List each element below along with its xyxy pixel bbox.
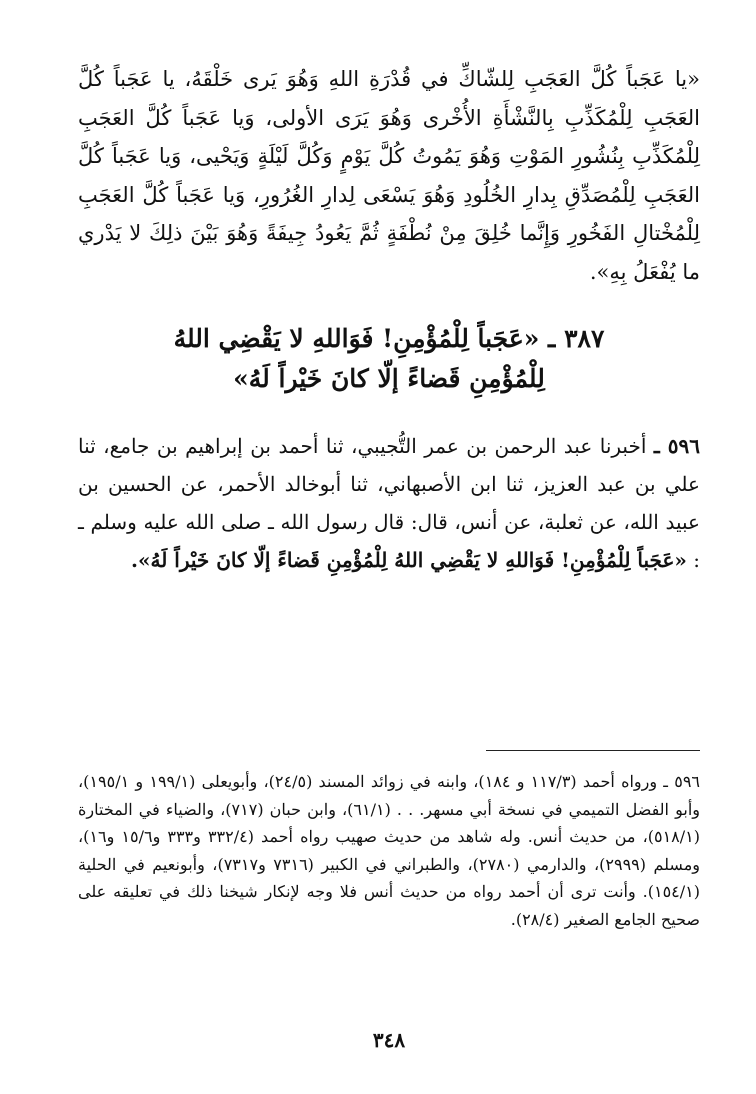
hadith-number: ٥٩٦ ـ: [653, 434, 701, 458]
footnote-separator: [486, 750, 700, 751]
chapter-heading-line-2: لِلْمُؤْمِنِ قَضاءً إلّا كانَ خَيْراً لَهُ»: [233, 364, 545, 393]
hadith-paragraph: [78, 427, 700, 579]
book-page: [78, 60, 700, 1060]
opening-paragraph: «يا عَجَباً كُلَّ العَجَبِ لِلشّاكِّ في قُدْرَةِ اللهِ وَهُوَ يَرى خَلْقَهُ، يا عَجَباً كُلَّ العَجَبِ لِلْمُكَذِّبِ بِالنَّشْأَةِ الأُخْرى وَهُوَ يَرَى الأولى، وَيا عَجَباً كُلَّ العَجَبِ لِلْمُكَذِّبِ بِنُشُورِ المَوْتِ وَهُوَ يَمُوتُ كُلَّ يَوْمٍ وَكُلَّ لَيْلَةٍ وَيَحْيى، وَيا عَجَباً كُلَّ العَجَبِ لِلْمُصَدِّقِ بِدارِ الخُلُودِ وَهُوَ يَسْعَى لِدارِ الغُرُورِ، وَيا عَجَباً كُلَّ العَجَبِ لِلْمُخْتالِ الفَخُورِ وَإِنَّما خُلِقَ مِنْ نُطْفَةٍ ثُمَّ يَعُودُ جِيفَةً وَهُوَ بَيْنَ ذلِكَ لا يَدْري ما يُفْعَلُ بِهِ».: [78, 67, 700, 284]
footnote: ٥٩٦ ـ ورواه أحمد (١١٧/٣ و ١٨٤)، وابنه في زوائد المسند (٢٤/٥)، وأبويعلى (١٩٩/١ و ١٩٥/١)، وأبو الفضل التميمي في نسخة أبي مسهر. . . (٦١/١)، وابن حبان (٧١٧)، والضياء في المختارة (٥١٨/١)، من حديث أنس. وله شاهد من حديث صهيب رواه أحمد (٣٣٢/٤ و٣٣٣ و١٥/٦ و١٦)، ومسلم (٢٩٩٩)، والدارمي (٢٧٨٠)، والطبراني في الكبير (٧٣١٦ و٧٣١٧)، وأبونعيم في الحلية (١٥٤/١). وأنت ترى أن أحمد رواه من حديث أنس فلا وجه لإنكار شيخنا ذلك في تعليقه على صحيح الجامع الصغير (٢٨/٤).: [78, 772, 700, 929]
hadith-matn: «عَجَباً لِلْمُؤْمِنِ! فَوَاللهِ لا يَقْضِي اللهُ لِلْمُؤْمِنِ قَضاءً إلّا كانَ خَيْراً لَهُ».: [131, 548, 687, 572]
chapter-heading: [78, 319, 700, 399]
chapter-heading-line-1: ٣٨٧ ـ «عَجَباً لِلْمُؤْمِنِ! فَوَاللهِ لا يَقْضِي اللهُ: [173, 324, 605, 353]
hadith-isnad: أخبرنا عبد الرحمن بن عمر التُّجيبي، ثنا أحمد بن إبراهيم بن جامع، ثنا علي بن عبد العزيز، ثنا ابن الأصبهاني، ثنا أبوخالد الأحمر، عن الحسين بن عبيد الله، عن ثعلبة، عن أنس، قال: قال رسول الله ـ صلى الله عليه وسلم ـ :: [78, 434, 700, 572]
page-number: ٣٤٨: [372, 1028, 406, 1052]
